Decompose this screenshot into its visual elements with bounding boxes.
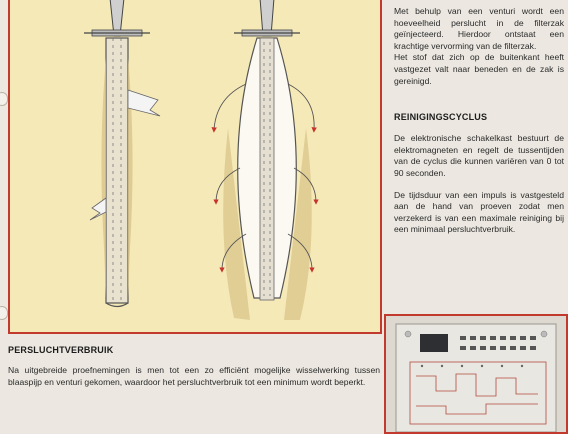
cleaning-cycle-heading: REINIGINGSCYCLUS [394,112,488,123]
right-text-column [394,6,564,236]
control-box-drawing [386,316,566,432]
filter-bag-at-rest [84,0,160,307]
binder-hole [0,306,8,320]
air-consumption-section [8,344,380,388]
intro-paragraph-2: Het stof dat zich op de buitenkant heeft vastgezet valt naar beneden en de zak is gereinigd. [394,52,564,86]
air-consumption-heading: PERSLUCHTVERBRUIK [8,345,114,355]
binder-hole [0,92,8,106]
control-box-photo [384,314,568,434]
intro-paragraph-1: Met behulp van een venturi wordt een hoeveelheid perslucht in de filterzak geïnjecteerd. Hierdoor ontstaat een krachtige vervorming van de filterzak. [394,6,564,51]
filter-bag-illustration [8,0,382,334]
cleaning-paragraph-1: De elektronische schakelkast bestuurt de elektromagneten en regelt de tussentijden van de cyclus die kunnen variëren van 0 tot 90 seconden. [394,133,564,178]
air-consumption-paragraph: Na uitgebreide proefnemingen is men tot een zo efficiënt mogelijke wisselwerking tussen blaaspijp en venturi gekomen, waardoor het persluchtverbruik tot een minimum wordt beperkt. [8,365,380,387]
cleaning-paragraph-2: De tijdsduur van een impuls is vastgesteld aan de hand van proeven zodat men verzekerd is van een maximale reiniging bij een minimaal persluchtverbruik. [394,189,564,235]
filter-bag-inflated [214,0,316,320]
filter-bag-drawing [10,0,380,332]
